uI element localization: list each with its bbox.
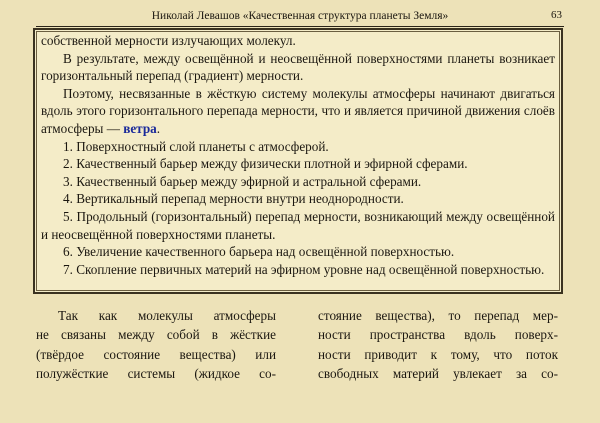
caption-line: собственной мерности излучающих молекул. bbox=[41, 33, 296, 48]
text-line: Так как молекулы атмосферы bbox=[58, 308, 276, 323]
text-line: стояние вещества), то перепад мер- bbox=[318, 308, 558, 323]
highlighted-term: ветра bbox=[123, 120, 157, 136]
figure-caption-box bbox=[33, 28, 563, 294]
text-line: свободных материй увлекает за со- bbox=[318, 366, 558, 382]
legend-item-7: 7. Скопление первичных материй на эфирном уровне над освещённой поверхностью. bbox=[63, 261, 545, 277]
text-line: ности пространства вдоль поверх- bbox=[318, 327, 558, 343]
caption-paragraph: В результате, между освещённой и неосвещённой поверхностями планеты возникает горизонтальный перепад (градиент) мерности. bbox=[41, 50, 555, 84]
text-column-left bbox=[36, 306, 276, 384]
text-line: ности приводит к тому, что поток bbox=[318, 346, 558, 362]
legend-item-4: 4. Вертикальный перепад мерности внутри неоднородности. bbox=[63, 191, 404, 207]
header-title: Николай Левашов «Качественная структура планеты Земля» bbox=[151, 10, 449, 22]
text-line: (твёрдое состояние вещества) или bbox=[36, 346, 276, 362]
legend-item-6: 6. Увеличение качественного барьера над освещённой поверхностью. bbox=[63, 244, 455, 260]
caption-paragraph-end: . bbox=[156, 120, 161, 136]
caption-paragraph-text: Поэтому, несвязанные в жёсткую систему молекулы атмосферы начинают двигаться вдоль этого горизонтального перепада мерности, что и является причиной движения слоёв атмосферы — bbox=[41, 85, 555, 136]
page-number: 63 bbox=[551, 9, 562, 21]
legend-item-1: 1. Поверхностный слой планеты с атмосферой. bbox=[63, 138, 329, 154]
legend-item-5: 5. Продольный (горизонтальный) перепад мерности, возникающий между освещённой и неосвещённой поверхностями планеты. bbox=[41, 208, 555, 242]
caption-paragraph-wind bbox=[41, 85, 555, 138]
legend-item-3: 3. Качественный барьер между эфирной и астральной сферами. bbox=[63, 173, 422, 189]
text-line: полужёсткие системы (жидкое со- bbox=[36, 366, 276, 382]
legend-item-2: 2. Качественный барьер между физически плотной и эфирной сферами. bbox=[63, 156, 468, 172]
text-column-right bbox=[318, 306, 558, 384]
text-line: не связаны между собой в жёсткие bbox=[36, 327, 276, 343]
page-header bbox=[36, 8, 564, 27]
